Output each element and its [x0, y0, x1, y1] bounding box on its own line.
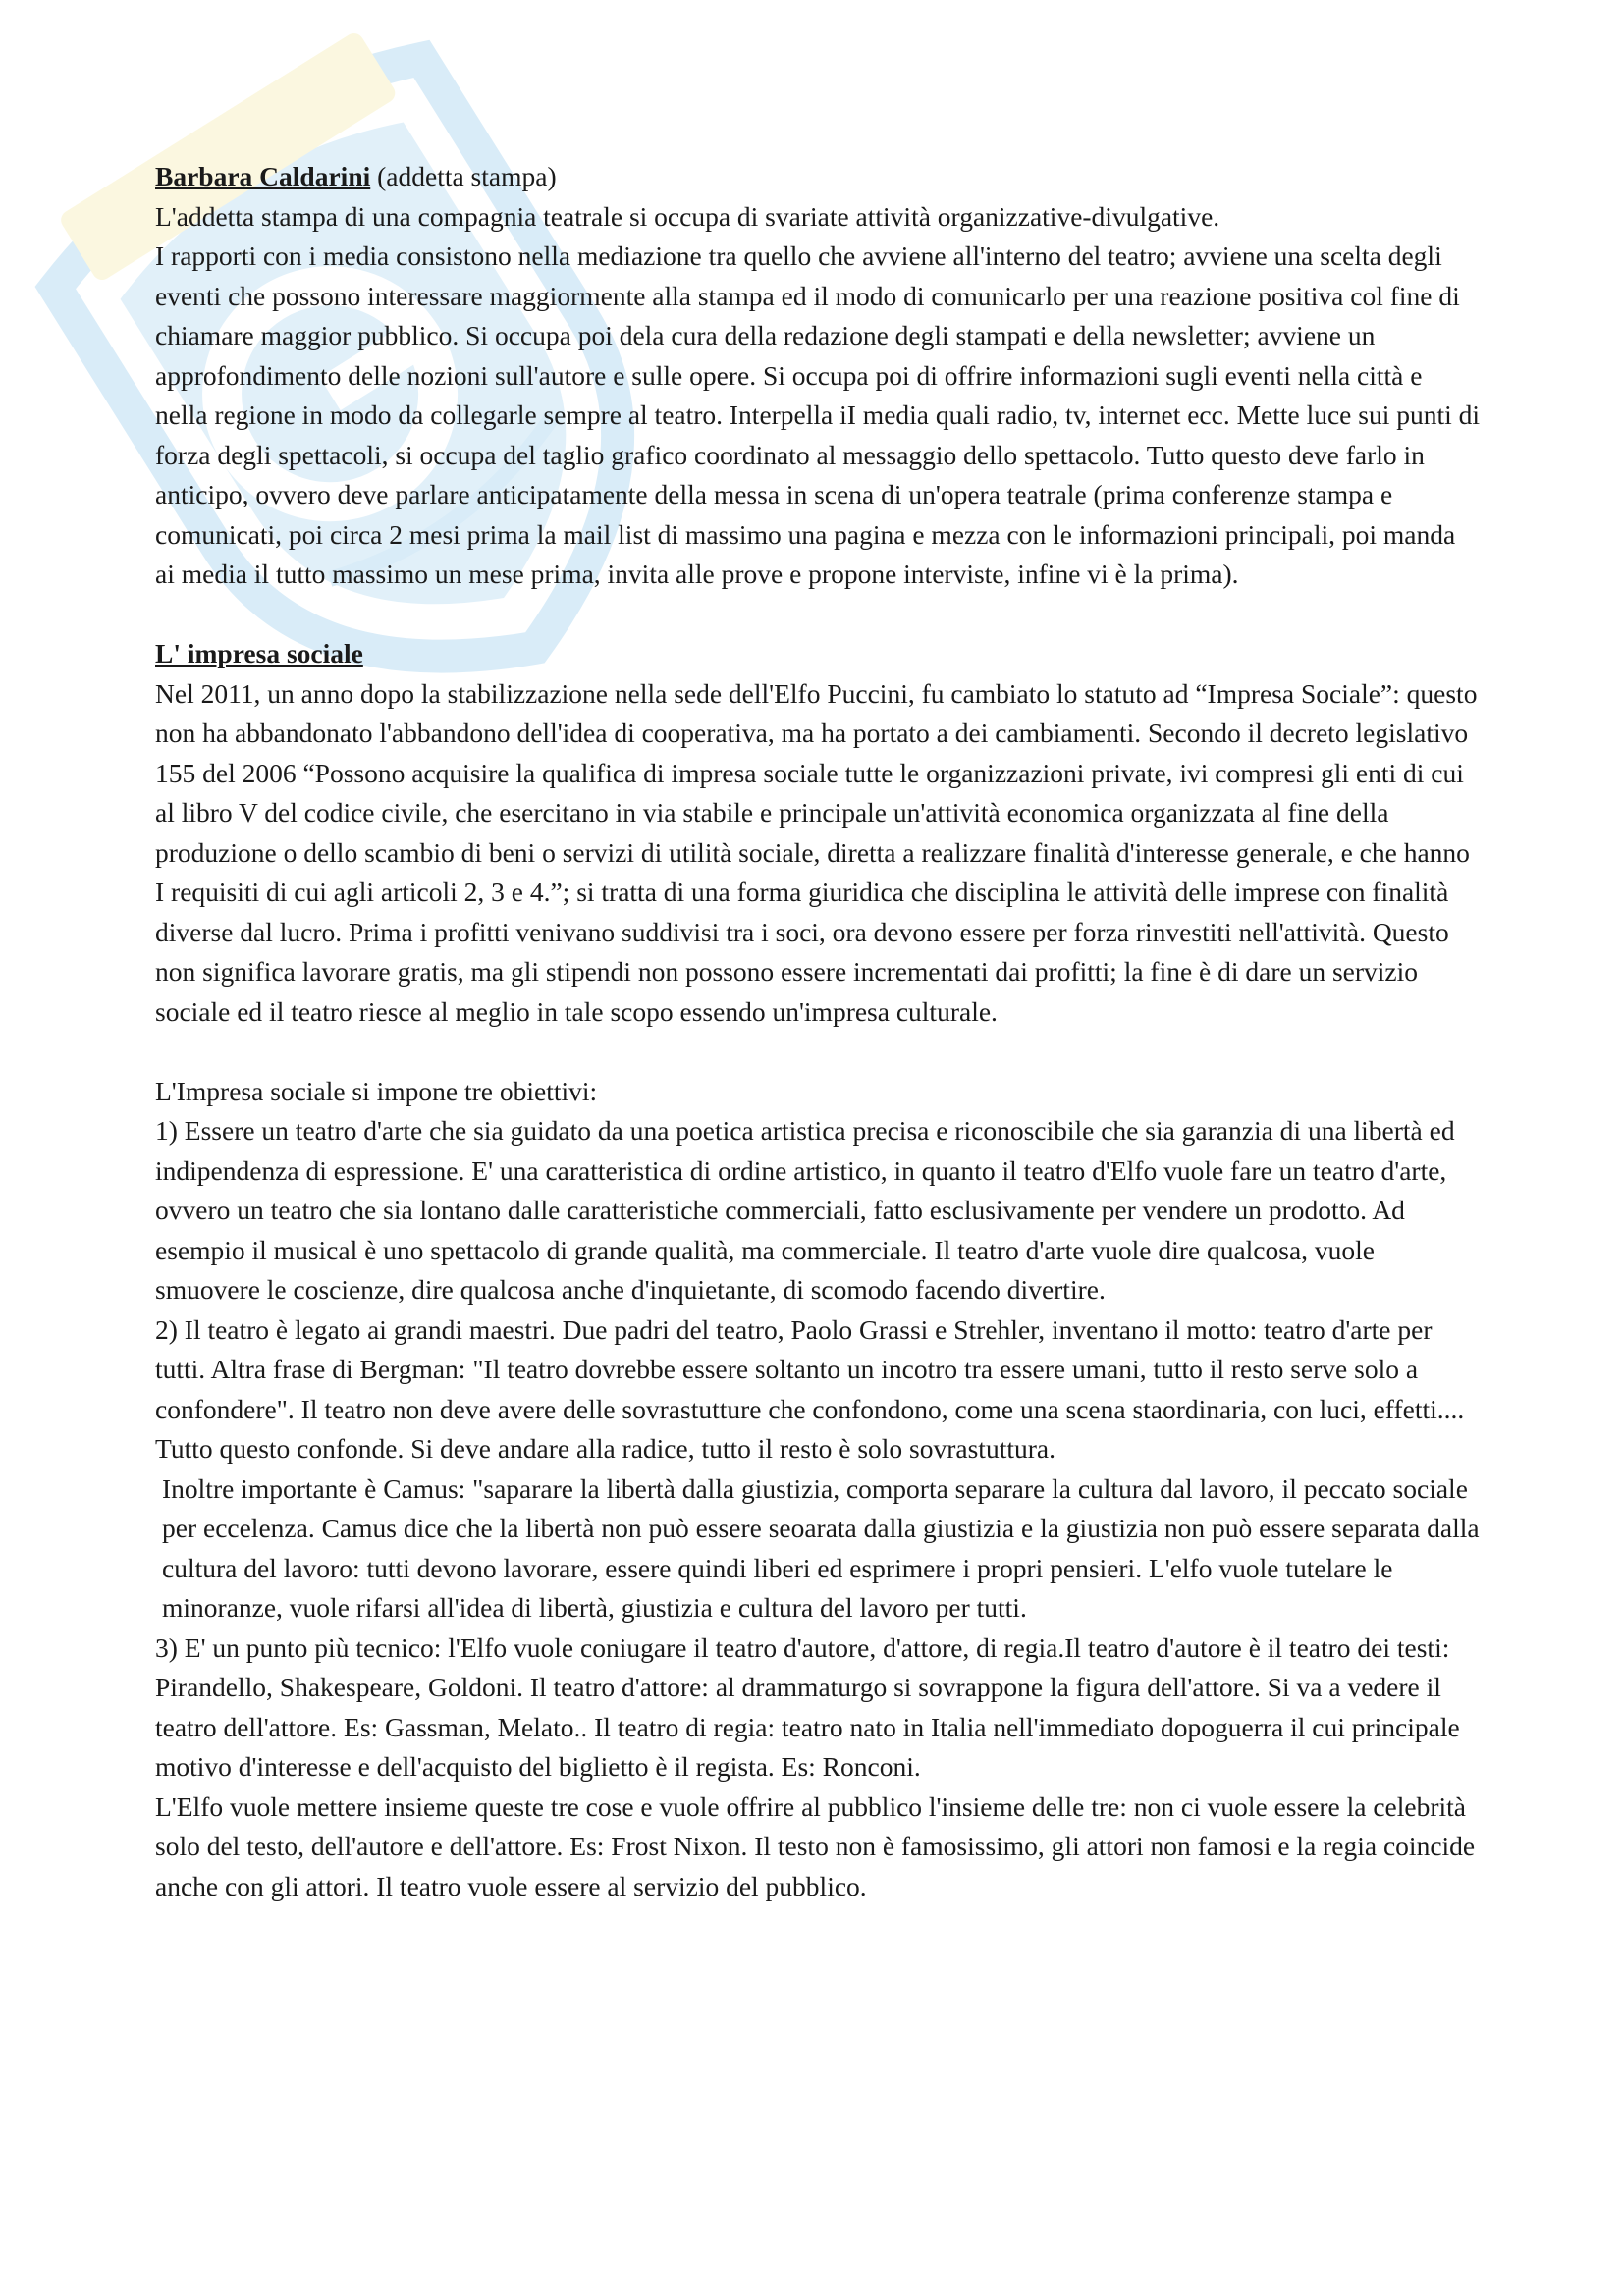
- heading-name: Barbara Caldarini: [155, 161, 371, 191]
- section-impresa-sociale: [155, 634, 1481, 1032]
- document-body: [155, 157, 1481, 1906]
- section-heading: [155, 634, 1481, 674]
- objective-item: 2) Il teatro è legato ai grandi maestri. Due padri del teatro, Paolo Grassi e Strehler, inventano il motto: teatro d'arte per tutti. Altra frase di Bergman: "Il teatro dovrebbe essere soltanto un incotro tra essere umani, tutto il resto serve solo a confondere". Il teatro non deve avere delle sovrastutture che confondono, come una scena staordinaria, con luci, effetti.... Tutto questo confonde. Si deve andare alla radice, tutto il resto è solo sovrastuttura.: [155, 1313, 1465, 1464]
- paragraph: L'addetta stampa di una compagnia teatrale si occupa di svariate attività organizzative-divulgative.: [155, 200, 1220, 232]
- paragraph: I rapporti con i media consistono nella mediazione tra quello che avviene all'interno del teatro; avviene una scelta degli eventi che possono interessare maggiormente alla stampa ed il modo di comunicarlo per una reazione positiva col fine di chiamare maggior pubblico. Si occupa poi dela cura della redazione degli stampati e della newsletter; avviene un approfondimento delle nozioni sull'autore e sulle opere. Si occupa poi di offrire informazioni sugli eventi nella città e nella regione in modo da collegarle sempre al teatro. Interpella iI media quali radio, tv, internet ecc. Mette luce sui punti di forza degli spettacoli, si occupa del taglio grafico coordinato al messaggio dello spettacolo. Tutto questo deve farlo in anticipo, ovvero deve parlare anticipatamente della messa in scena di un'opera teatrale (prima conferenze stampa e comunicati, poi circa 2 mesi prima la mail list di massimo una pagina e mezza con le informazioni principali, poi manda ai media il tutto massimo un mese prima, invita alle prove e propone interviste, infine vi è la prima).: [155, 240, 1481, 589]
- spacer: [155, 1032, 1481, 1072]
- paragraph: L'Elfo vuole mettere insieme queste tre cose e vuole offrire al pubblico l'insieme delle tre: non ci vuole essere la celebrità solo del testo, dell'autore e dell'attore. Es: Frost Nixon. Il testo non è famosissimo, gli attori non famosi e la regia coincide anche con gli attori. Il teatro vuole essere al servizio del pubblico.: [155, 1790, 1476, 1901]
- section-addetta-stampa: [155, 157, 1481, 595]
- paragraph: Inoltre importante è Camus: "saparare la libertà dalla giustizia, comporta separare la cultura dal lavoro, il peccato sociale per eccelenza. Camus dice che la libertà non può essere seoarata dalla giustizia e la giustizia non può essere separata dalla cultura del lavoro: tutti devono lavorare, essere quindi liberi ed esprimere i propri pensieri. L'elfo vuole tutelare le minoranze, vuole rifarsi all'idea di libertà, giustizia e cultura del lavoro per tutti.: [162, 1472, 1480, 1623]
- paragraph: Nel 2011, un anno dopo la stabilizzazione nella sede dell'Elfo Puccini, fu cambiato lo statuto ad “Impresa Sociale”: questo non ha abbandonato l'abbandono dell'idea di cooperativa, ma ha portato a dei cambiamenti. Secondo il decreto legislativo 155 del 2006 “Possono acquisire la qualifica di impresa sociale tutte le organizzazioni private, ivi compresi gli enti di cui al libro V del codice civile, che esercitano in via stabile e principale un'attività economica organizzata al fine della produzione o dello scambio di beni o servizi di utilità sociale, diretta a realizzare finalità d'interesse generale, e che hanno I requisiti di cui agli articoli 2, 3 e 4.”; si tratta di una forma giuridica che disciplina le attività delle imprese con finalità diverse dal lucro. Prima i profitti venivano suddivisi tra i soci, ora devono essere per forza rinvestiti nell'attività. Questo non significa lavorare gratis, ma gli stipendi non possono essere incrementati dai profitti; la fine è di dare un servizio sociale ed il teatro riesce al meglio in tale scopo essendo un'impresa culturale.: [155, 677, 1478, 1027]
- objective-item: 1) Essere un teatro d'arte che sia guidato da una poetica artistica precisa e riconoscibile che sia garanzia di una libertà ed indipendenza di espressione. E' una caratteristica di ordine artistico, in quanto il teatro d'Elfo vuole fare un teatro d'arte, ovvero un teatro che sia lontano dalle caratteristiche commerciali, fatto esclusivamente per vendere un prodotto. Ad esempio il musical è uno spettacolo di grande qualità, ma commerciale. Il teatro d'arte vuole dire qualcosa, vuole smuovere le coscienze, dire qualcosa anche d'inquietante, di scomodo facendo divertire.: [155, 1115, 1455, 1305]
- section-obiettivi: [155, 1072, 1481, 1907]
- heading-role: (addetta stampa): [370, 161, 557, 191]
- spacer: [155, 595, 1481, 635]
- section-heading: [155, 157, 1481, 197]
- objectives-intro: L'Impresa sociale si impone tre obiettivi:: [155, 1075, 598, 1106]
- heading-title: L' impresa sociale: [155, 638, 363, 668]
- objective-item: 3) E' un punto più tecnico: l'Elfo vuole coniugare il teatro d'autore, d'attore, di regia.Il teatro d'autore è il teatro dei testi: Pirandello, Shakespeare, Goldoni. Il teatro d'attore: al drammaturgo si sovrappone la figura dell'attore. Si va a vedere il teatro dell'attore. Es: Gassman, Melato.. Il teatro di regia: teatro nato in Italia nell'immediato dopoguerra il cui principale motivo d'interesse e dell'acquisto del biglietto è il regista. Es: Ronconi.: [155, 1631, 1460, 1782]
